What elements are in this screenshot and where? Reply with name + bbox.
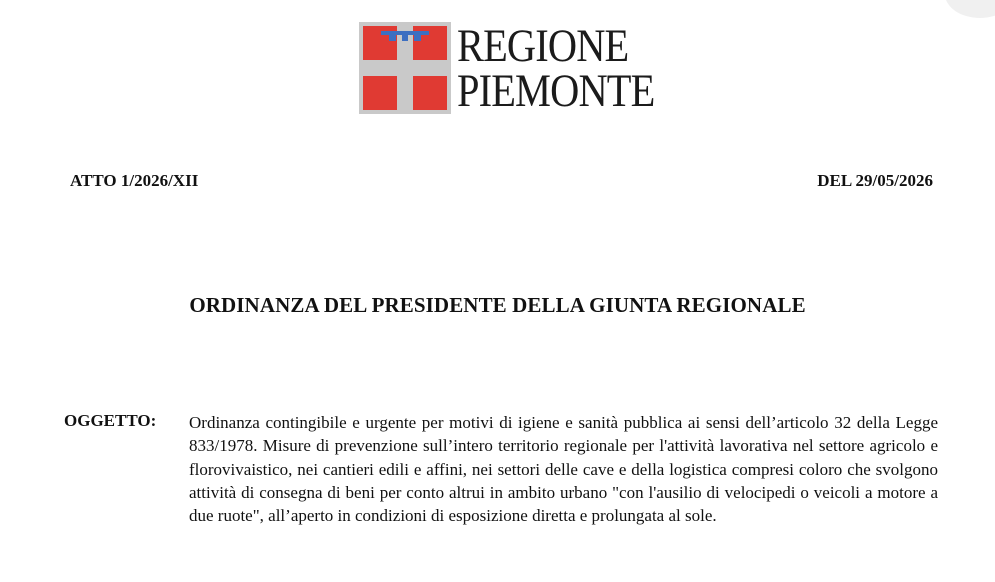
document-title: ORDINANZA DEL PRESIDENTE DELLA GIUNTA REGIONALE	[189, 293, 806, 317]
logo-wordmark	[457, 20, 655, 117]
logo-line-piemonte: PIEMONTE	[457, 65, 655, 117]
subject-label: OGGETTO:	[64, 411, 157, 430]
label-of-savoy-icon	[381, 30, 429, 42]
act-date: DEL 29/05/2026	[817, 171, 933, 190]
act-number: ATTO 1/2026/XII	[70, 171, 199, 190]
regione-piemonte-logo	[359, 20, 687, 117]
logo-line-regione: REGIONE	[457, 20, 629, 72]
piemonte-emblem-icon	[359, 22, 451, 114]
page-corner-shadow	[945, 0, 995, 18]
subject-text: Ordinanza contingibile e urgente per motivi di igiene e sanità pubblica ai sensi dell’articolo 32 della Legge 833/1978. Misure di prevenzione sull’intero territorio regionale per l'attività lavorativa nel settore agricolo e florovivaistico, nei cantieri edili e affini, nei settori delle cave e della logistica compresi coloro che svolgono attività di consegna di beni per conto altrui in ambito urbano "con l'ausilio di velocipedi o veicoli a motore a due ruote", all’aperto in condizioni di esposizione diretta e prolungata al sole.	[189, 413, 938, 526]
